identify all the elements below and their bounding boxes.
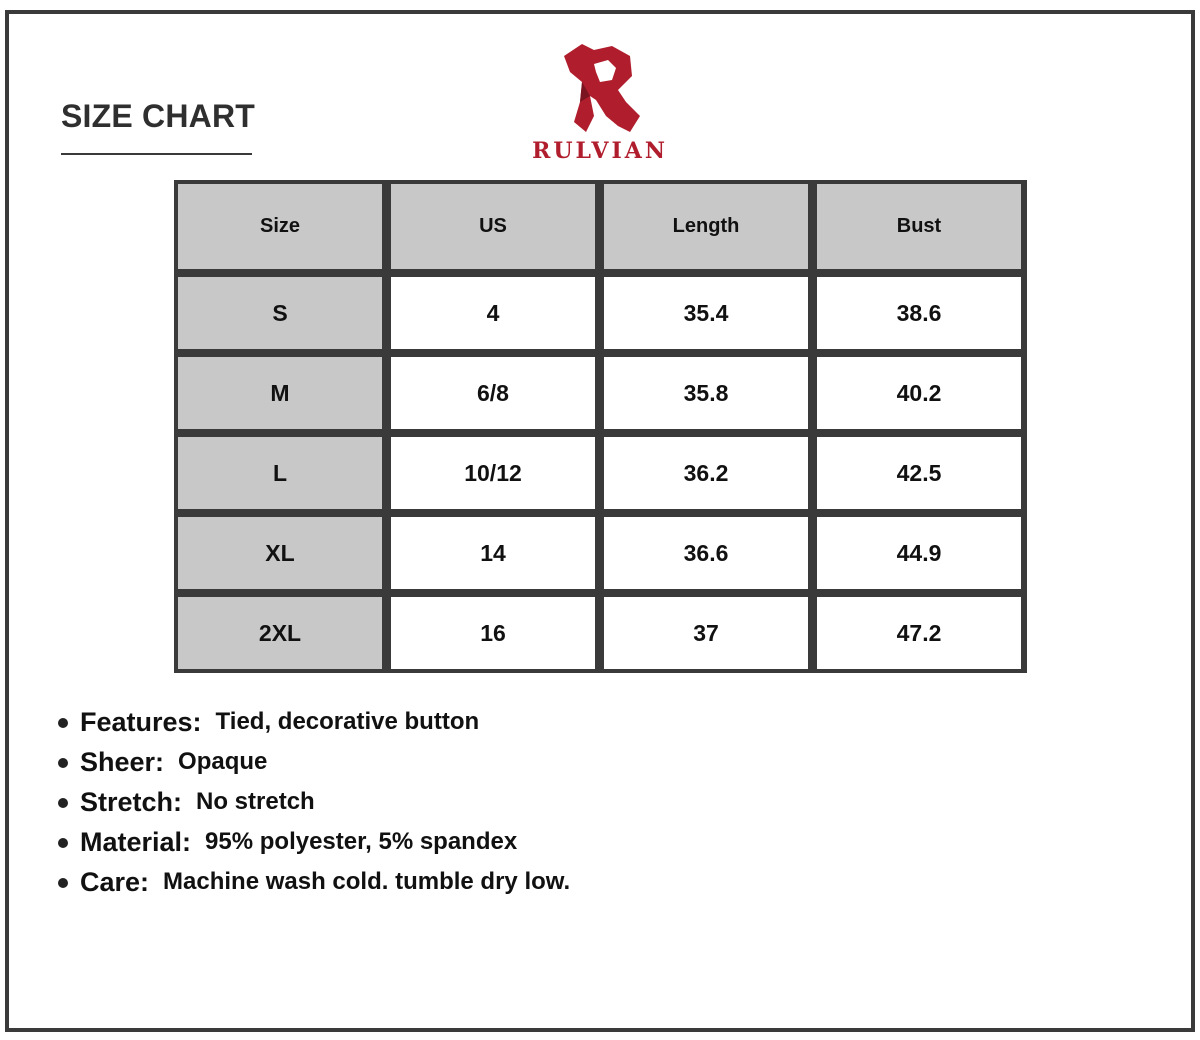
page-title: SIZE CHART <box>61 98 255 134</box>
feature-label: Sheer: <box>80 746 165 777</box>
feature-label: Care: <box>80 866 150 897</box>
header-length: Length <box>604 184 808 269</box>
row-length-cell: 36.2 <box>604 437 808 509</box>
bullet-icon <box>58 718 68 728</box>
size-table <box>174 180 1027 673</box>
row-size-cell: 2XL <box>178 597 382 669</box>
row-length-cell: 36.6 <box>604 517 808 589</box>
row-size-cell: L <box>178 437 382 509</box>
feature-value: No stretch <box>196 788 315 815</box>
row-size-cell: S <box>178 277 382 349</box>
feature-label: Stretch: <box>80 786 183 817</box>
brand-name: RULVIAN <box>532 138 668 164</box>
row-size-cell: M <box>178 357 382 429</box>
list-item <box>58 822 958 862</box>
features-list <box>58 702 958 902</box>
header-size: Size <box>178 184 382 269</box>
bullet-icon <box>58 878 68 888</box>
row-bust-cell: 47.2 <box>817 597 1021 669</box>
row-size-cell: XL <box>178 517 382 589</box>
list-item <box>58 862 958 902</box>
feature-value: Machine wash cold. tumble dry low. <box>163 868 571 895</box>
row-bust-cell: 44.9 <box>817 517 1021 589</box>
header-bust: Bust <box>817 184 1021 269</box>
row-us-cell: 14 <box>391 517 595 589</box>
feature-label: Features: <box>80 706 202 737</box>
brand-logo <box>520 42 680 167</box>
feature-value: Tied, decorative button <box>215 708 480 735</box>
feature-label: Material: <box>80 826 192 857</box>
bullet-icon <box>58 758 68 768</box>
feature-value: 95% polyester, 5% spandex <box>205 828 518 855</box>
bullet-icon <box>58 798 68 808</box>
row-bust-cell: 40.2 <box>817 357 1021 429</box>
row-us-cell: 16 <box>391 597 595 669</box>
row-length-cell: 35.8 <box>604 357 808 429</box>
row-us-cell: 4 <box>391 277 595 349</box>
title-underline <box>61 153 252 155</box>
row-bust-cell: 38.6 <box>817 277 1021 349</box>
row-us-cell: 6/8 <box>391 357 595 429</box>
list-item <box>58 742 958 782</box>
row-length-cell: 35.4 <box>604 277 808 349</box>
brand-r-icon <box>560 42 642 134</box>
row-us-cell: 10/12 <box>391 437 595 509</box>
list-item <box>58 702 958 742</box>
feature-value: Opaque <box>178 748 268 775</box>
list-item <box>58 782 958 822</box>
row-bust-cell: 42.5 <box>817 437 1021 509</box>
header-us: US <box>391 184 595 269</box>
bullet-icon <box>58 838 68 848</box>
row-length-cell: 37 <box>604 597 808 669</box>
